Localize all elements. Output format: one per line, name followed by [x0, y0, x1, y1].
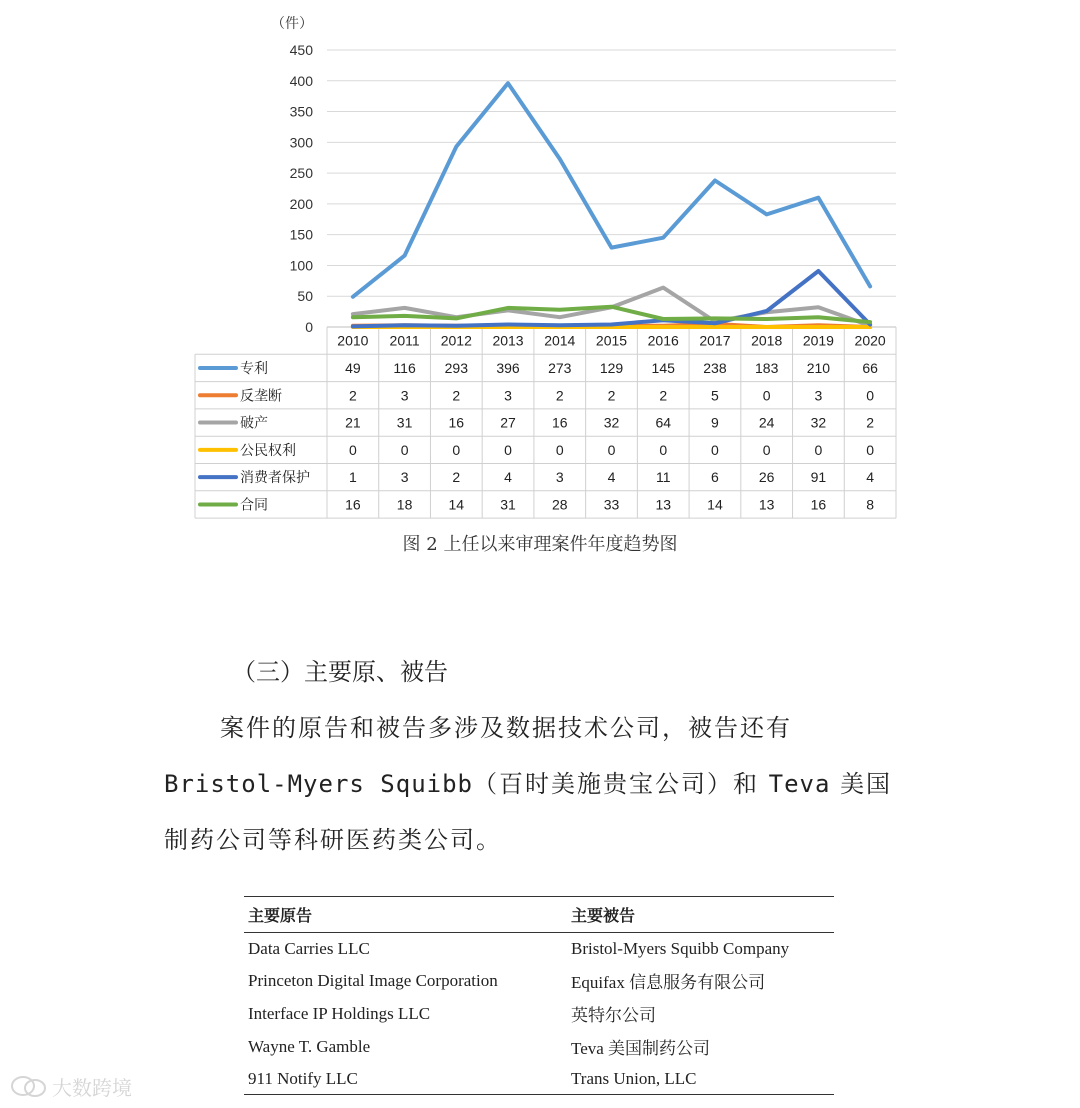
y-tick-label: 50 [297, 288, 313, 305]
data-value: 0 [555, 441, 564, 458]
body-paragraph [164, 708, 924, 876]
table-row [244, 933, 834, 965]
data-value: 2 [659, 387, 668, 404]
data-value: 0 [866, 441, 875, 458]
line-chart [0, 0, 1080, 525]
defendant-cell: Equifax 信息服务有限公司 [571, 973, 766, 992]
data-value: 21 [345, 414, 361, 431]
data-value: 0 [607, 441, 616, 458]
data-value: 28 [551, 496, 568, 513]
data-value: 129 [599, 359, 624, 376]
data-value: 31 [396, 414, 413, 431]
y-tick-label: 150 [289, 226, 313, 243]
data-value: 3 [504, 387, 512, 404]
data-value: 145 [651, 359, 675, 376]
header-defendants: 主要被告 [567, 897, 834, 933]
x-category-label: 2010 [337, 332, 369, 349]
data-value: 14 [448, 496, 465, 513]
data-value: 32 [603, 414, 620, 431]
chat-bubble-icon [10, 1074, 48, 1100]
data-value: 210 [806, 359, 831, 376]
defendant-cell: Teva 美国制药公司 [571, 1039, 711, 1058]
data-value: 13 [655, 496, 672, 513]
y-tick-label: 0 [305, 319, 313, 335]
x-category-label: 2017 [699, 332, 731, 349]
data-value: 2 [452, 469, 461, 486]
data-value: 8 [866, 496, 875, 513]
data-value: 3 [400, 387, 409, 404]
watermark [10, 1072, 132, 1101]
data-value: 183 [755, 359, 779, 376]
plaintiff-cell: Data Carries LLC [248, 938, 370, 958]
data-value: 16 [551, 414, 568, 431]
paragraph-line-2-text: （百时美施贵宝公司）和 [472, 770, 759, 798]
plaintiff-cell: Princeton Digital Image Corporation [248, 970, 498, 990]
company-name-teva: Teva [768, 770, 831, 798]
data-value: 396 [496, 359, 520, 376]
data-value: 0 [504, 441, 512, 458]
data-value: 14 [707, 496, 723, 513]
data-value: 0 [711, 441, 719, 458]
paragraph-line-2-tail: 美国 [840, 770, 893, 798]
data-value: 2 [607, 387, 616, 404]
y-tick-label: 250 [289, 165, 313, 182]
y-tick-label: 400 [289, 72, 313, 89]
data-value: 3 [814, 387, 823, 404]
table-row [244, 997, 834, 1030]
y-tick-label: 450 [289, 42, 313, 58]
series-label: 专利 [240, 360, 268, 377]
defendant-cell: Bristol-Myers Squibb Company [571, 938, 790, 958]
data-value: 64 [655, 414, 672, 431]
data-value: 3 [400, 469, 409, 486]
plaintiff-cell: 911 Notify LLC [244, 1063, 567, 1095]
parties-table-header [244, 897, 834, 933]
data-value: 33 [603, 496, 620, 513]
data-value: 4 [866, 469, 875, 486]
data-value: 27 [500, 414, 516, 431]
data-value: 2 [555, 387, 564, 404]
data-value: 0 [348, 441, 357, 458]
series-label: 反垄断 [240, 388, 282, 405]
data-value: 91 [810, 469, 827, 486]
data-value: 16 [448, 414, 465, 431]
data-value: 24 [758, 414, 775, 431]
data-value: 9 [711, 414, 719, 431]
y-tick-label: 300 [289, 134, 313, 151]
x-category-label: 2020 [854, 332, 886, 349]
data-value: 0 [452, 441, 461, 458]
paragraph-line-1: 案件的原告和被告多涉及数据技术公司，被告还有 [220, 714, 792, 742]
parties-table [244, 896, 834, 1095]
x-category-label: 2013 [492, 332, 524, 349]
data-value: 293 [444, 359, 468, 376]
paragraph-line-3: 制药公司等科研医药类公司。 [164, 826, 502, 854]
table-row [244, 1063, 834, 1095]
x-category-label: 2019 [802, 332, 834, 349]
defendant-cell: 英特尔公司 [571, 1006, 656, 1025]
data-value: 273 [548, 359, 572, 376]
plaintiff-cell: Interface IP Holdings LLC [248, 1003, 431, 1023]
data-value: 16 [810, 496, 827, 513]
data-value: 31 [500, 496, 516, 513]
data-value: 4 [607, 469, 616, 486]
data-value: 11 [655, 469, 671, 486]
series-label: 公民权利 [240, 442, 296, 459]
x-category-label: 2015 [595, 332, 628, 349]
data-value: 5 [711, 387, 719, 404]
section-heading: （三）主要原、被告 [232, 658, 448, 686]
data-value: 0 [400, 441, 409, 458]
data-value: 0 [659, 441, 668, 458]
plaintiff-cell: Wayne T. Gamble [248, 1036, 371, 1056]
data-value: 0 [866, 387, 875, 404]
data-value: 16 [345, 496, 361, 513]
defendant-cell: Trans Union, LLC [567, 1063, 834, 1095]
x-category-label: 2018 [751, 332, 783, 349]
x-category-label: 2011 [389, 332, 420, 349]
data-value: 49 [345, 359, 361, 376]
data-value: 2 [348, 387, 357, 404]
series-line [353, 83, 870, 297]
data-value: 0 [762, 387, 771, 404]
x-category-label: 2016 [647, 332, 679, 349]
series-label: 合同 [240, 497, 268, 514]
data-value: 32 [810, 414, 827, 431]
header-plaintiffs: 主要原告 [244, 897, 567, 933]
data-value: 0 [762, 441, 771, 458]
data-value: 66 [862, 359, 878, 376]
y-unit-label: （件） [271, 15, 313, 31]
data-value: 18 [396, 496, 413, 513]
data-value: 0 [814, 441, 823, 458]
y-tick-label: 350 [289, 103, 313, 120]
paragraph-line-2 [164, 764, 924, 820]
data-value: 26 [758, 469, 775, 486]
watermark-text: 大数跨境 [52, 1076, 132, 1100]
x-category-label: 2014 [544, 332, 576, 349]
series-label: 破产 [240, 415, 268, 432]
table-row [244, 1030, 834, 1063]
data-value: 238 [703, 359, 727, 376]
figure-caption: 图 2 上任以来审理案件年度趋势图 [402, 534, 678, 555]
data-value: 3 [555, 469, 564, 486]
data-value: 2 [866, 414, 875, 431]
y-tick-label: 200 [289, 195, 313, 212]
company-name-bms: Bristol-Myers Squibb [164, 770, 473, 798]
data-value: 6 [711, 469, 719, 486]
data-value: 13 [758, 496, 775, 513]
series-label: 消费者保护 [240, 470, 310, 487]
y-tick-label: 100 [289, 257, 313, 274]
data-value: 2 [452, 387, 461, 404]
table-row [244, 964, 834, 997]
data-value: 1 [348, 469, 357, 486]
data-value: 116 [393, 359, 416, 376]
data-value: 4 [504, 469, 512, 486]
x-category-label: 2012 [440, 332, 472, 349]
